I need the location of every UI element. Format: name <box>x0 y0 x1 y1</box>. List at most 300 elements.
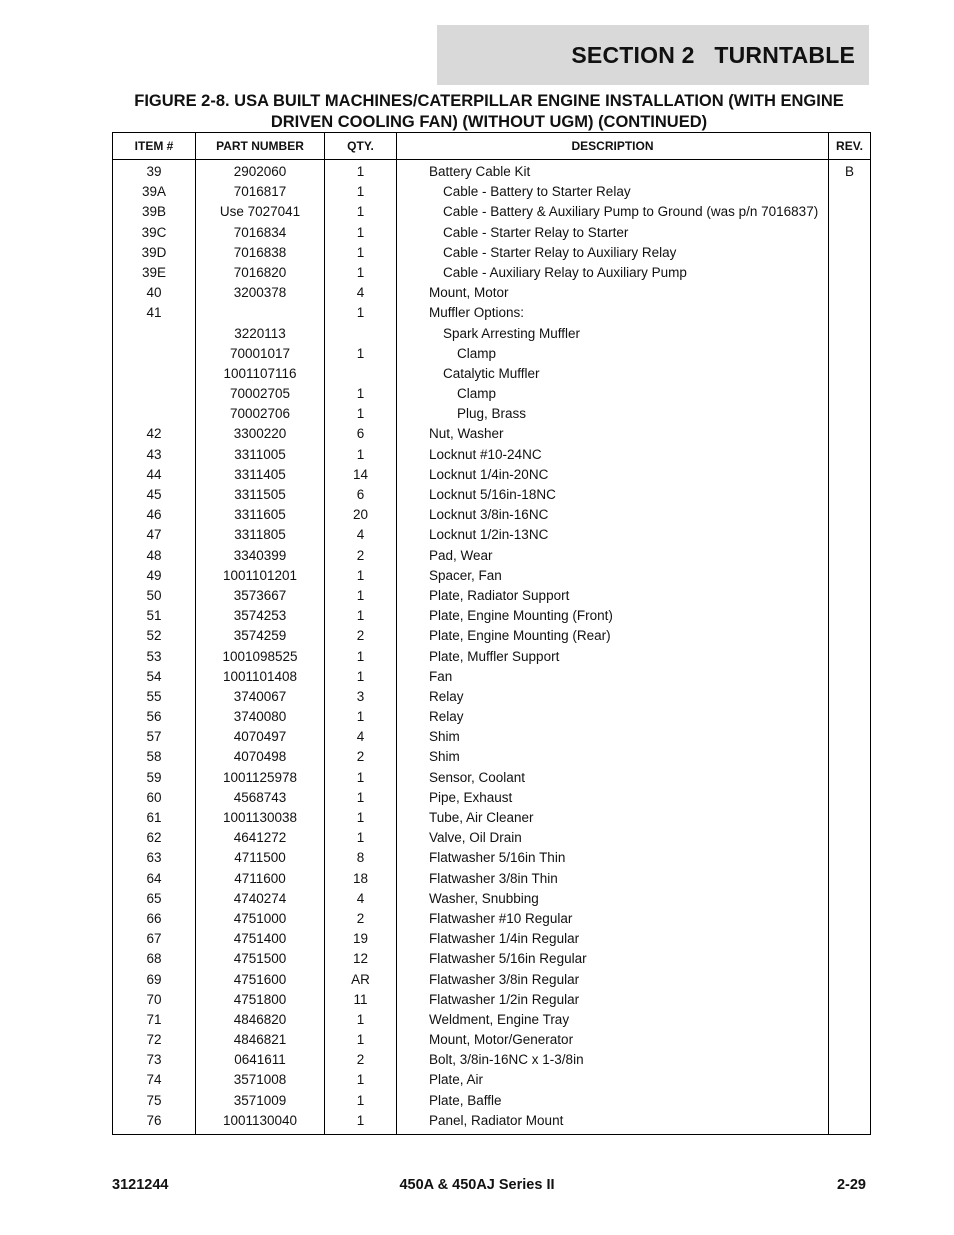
table-row <box>113 284 871 304</box>
cell-revision <box>829 547 871 567</box>
cell-description: Plate, Air <box>397 1071 829 1091</box>
table-row <box>113 203 871 223</box>
cell-description: Battery Cable Kit <box>397 160 829 184</box>
cell-description: Locknut 1/2in-13NC <box>397 526 829 546</box>
table-row <box>113 890 871 910</box>
table-row <box>113 748 871 768</box>
cell-quantity: 1 <box>325 244 397 264</box>
cell-description: Clamp <box>397 385 829 405</box>
cell-description: Shim <box>397 748 829 768</box>
cell-quantity: 14 <box>325 466 397 486</box>
table-row <box>113 567 871 587</box>
cell-revision <box>829 607 871 627</box>
table-row <box>113 506 871 526</box>
table-row <box>113 627 871 647</box>
cell-quantity: 1 <box>325 183 397 203</box>
cell-revision <box>829 183 871 203</box>
cell-revision <box>829 567 871 587</box>
table-row <box>113 1031 871 1051</box>
figure-title <box>100 91 878 133</box>
cell-quantity: 1 <box>325 607 397 627</box>
cell-description: Cable - Auxiliary Relay to Auxiliary Pump <box>397 264 829 284</box>
cell-revision <box>829 506 871 526</box>
table-row <box>113 1112 871 1135</box>
cell-description: Spacer, Fan <box>397 567 829 587</box>
cell-description: Relay <box>397 688 829 708</box>
cell-part-number: 3740067 <box>196 688 325 708</box>
cell-quantity: 1 <box>325 446 397 466</box>
cell-part-number: 4711500 <box>196 849 325 869</box>
cell-description: Flatwasher 5/16in Regular <box>397 950 829 970</box>
cell-part-number: 3740080 <box>196 708 325 728</box>
cell-revision <box>829 587 871 607</box>
cell-part-number: 1001130040 <box>196 1112 325 1135</box>
cell-revision <box>829 849 871 869</box>
cell-item-number: 70 <box>113 991 196 1011</box>
cell-part-number: Use 7027041 <box>196 203 325 223</box>
cell-description: Fan <box>397 668 829 688</box>
table-row <box>113 526 871 546</box>
cell-quantity: 1 <box>325 385 397 405</box>
cell-part-number: 3300220 <box>196 425 325 445</box>
table-row <box>113 264 871 284</box>
table-row <box>113 1011 871 1031</box>
cell-quantity: 12 <box>325 950 397 970</box>
cell-description: Cable - Starter Relay to Auxiliary Relay <box>397 244 829 264</box>
table-row <box>113 789 871 809</box>
cell-revision <box>829 405 871 425</box>
cell-item-number: 60 <box>113 789 196 809</box>
table-row <box>113 1051 871 1071</box>
cell-item-number: 76 <box>113 1112 196 1135</box>
cell-description: Locknut 5/16in-18NC <box>397 486 829 506</box>
cell-quantity: 1 <box>325 829 397 849</box>
table-row <box>113 829 871 849</box>
cell-description: Muffler Options: <box>397 304 829 324</box>
table-row <box>113 870 871 890</box>
figure-title-line-2: DRIVEN COOLING FAN) (WITHOUT UGM) (CONTINUED) <box>270 113 708 131</box>
table-row <box>113 930 871 950</box>
cell-quantity: 1 <box>325 264 397 284</box>
cell-part-number: 3574259 <box>196 627 325 647</box>
cell-revision <box>829 950 871 970</box>
cell-part-number: 7016838 <box>196 244 325 264</box>
table-row <box>113 160 871 184</box>
cell-item-number <box>113 385 196 405</box>
table-row <box>113 244 871 264</box>
cell-part-number: 70002705 <box>196 385 325 405</box>
cell-part-number: 0641611 <box>196 1051 325 1071</box>
cell-part-number: 3574253 <box>196 607 325 627</box>
cell-item-number: 56 <box>113 708 196 728</box>
cell-description: Nut, Washer <box>397 425 829 445</box>
column-header-item: ITEM # <box>113 133 196 160</box>
cell-description: Cable - Battery & Auxiliary Pump to Ground (was p/n 7016837) <box>397 203 829 223</box>
cell-part-number: 1001098525 <box>196 648 325 668</box>
cell-part-number: 3311505 <box>196 486 325 506</box>
cell-item-number <box>113 365 196 385</box>
cell-description: Plate, Radiator Support <box>397 587 829 607</box>
cell-item-number: 51 <box>113 607 196 627</box>
cell-item-number: 64 <box>113 870 196 890</box>
cell-description: Locknut 1/4in-20NC <box>397 466 829 486</box>
cell-revision <box>829 466 871 486</box>
cell-revision: B <box>829 160 871 184</box>
cell-description: Pad, Wear <box>397 547 829 567</box>
cell-part-number: 3220113 <box>196 325 325 345</box>
cell-item-number: 72 <box>113 1031 196 1051</box>
cell-description: Plate, Muffler Support <box>397 648 829 668</box>
cell-item-number: 66 <box>113 910 196 930</box>
column-header-description: DESCRIPTION <box>397 133 829 160</box>
cell-part-number: 4751500 <box>196 950 325 970</box>
cell-quantity <box>325 365 397 385</box>
cell-part-number: 70001017 <box>196 345 325 365</box>
cell-quantity: 6 <box>325 425 397 445</box>
cell-part-number: 4751400 <box>196 930 325 950</box>
cell-revision <box>829 365 871 385</box>
footer-doc-number: 3121244 <box>112 1177 169 1193</box>
column-header-rev: REV. <box>829 133 871 160</box>
cell-description: Spark Arresting Muffler <box>397 325 829 345</box>
cell-revision <box>829 304 871 324</box>
cell-description: Weldment, Engine Tray <box>397 1011 829 1031</box>
cell-description: Plate, Engine Mounting (Rear) <box>397 627 829 647</box>
cell-description: Cable - Starter Relay to Starter <box>397 224 829 244</box>
cell-description: Flatwasher 1/2in Regular <box>397 991 829 1011</box>
cell-part-number: 4846820 <box>196 1011 325 1031</box>
cell-revision <box>829 203 871 223</box>
cell-part-number: 4740274 <box>196 890 325 910</box>
cell-revision <box>829 688 871 708</box>
cell-item-number: 49 <box>113 567 196 587</box>
cell-description: Valve, Oil Drain <box>397 829 829 849</box>
table-row <box>113 466 871 486</box>
cell-revision <box>829 870 871 890</box>
cell-quantity: 1 <box>325 708 397 728</box>
cell-part-number: 3311005 <box>196 446 325 466</box>
cell-item-number: 73 <box>113 1051 196 1071</box>
cell-part-number: 1001130038 <box>196 809 325 829</box>
table-row <box>113 910 871 930</box>
cell-revision <box>829 1112 871 1135</box>
cell-part-number: 4568743 <box>196 789 325 809</box>
cell-item-number: 53 <box>113 648 196 668</box>
cell-part-number: 4070497 <box>196 728 325 748</box>
table-row <box>113 183 871 203</box>
cell-revision <box>829 809 871 829</box>
table-row <box>113 809 871 829</box>
table-row <box>113 446 871 466</box>
cell-item-number: 62 <box>113 829 196 849</box>
cell-item-number <box>113 325 196 345</box>
table-row <box>113 648 871 668</box>
cell-part-number: 1001101408 <box>196 668 325 688</box>
cell-part-number: 3200378 <box>196 284 325 304</box>
cell-item-number: 59 <box>113 769 196 789</box>
cell-quantity: 1 <box>325 1031 397 1051</box>
parts-table-body <box>113 160 871 1135</box>
cell-part-number: 4751600 <box>196 971 325 991</box>
cell-revision <box>829 991 871 1011</box>
column-header-qty: QTY. <box>325 133 397 160</box>
table-row <box>113 728 871 748</box>
cell-revision <box>829 708 871 728</box>
table-row <box>113 607 871 627</box>
figure-title-line-1: FIGURE 2-8. USA BUILT MACHINES/CATERPILLAR ENGINE INSTALLATION (WITH ENGINE <box>134 92 844 110</box>
footer-page-number: 2-29 <box>836 1177 866 1193</box>
cell-revision <box>829 385 871 405</box>
cell-description: Plate, Baffle <box>397 1092 829 1112</box>
cell-part-number: 1001107116 <box>196 365 325 385</box>
cell-revision <box>829 668 871 688</box>
cell-revision <box>829 526 871 546</box>
table-row <box>113 547 871 567</box>
cell-part-number: 3571009 <box>196 1092 325 1112</box>
cell-quantity: 1 <box>325 1092 397 1112</box>
table-row <box>113 950 871 970</box>
cell-item-number: 39D <box>113 244 196 264</box>
cell-revision <box>829 264 871 284</box>
cell-description: Tube, Air Cleaner <box>397 809 829 829</box>
cell-quantity: 1 <box>325 1071 397 1091</box>
table-row <box>113 1071 871 1091</box>
cell-quantity: 4 <box>325 890 397 910</box>
cell-revision <box>829 224 871 244</box>
table-row <box>113 668 871 688</box>
cell-revision <box>829 829 871 849</box>
cell-item-number: 57 <box>113 728 196 748</box>
cell-quantity: 4 <box>325 526 397 546</box>
cell-quantity: 4 <box>325 284 397 304</box>
table-row <box>113 769 871 789</box>
cell-description: Washer, Snubbing <box>397 890 829 910</box>
table-row <box>113 587 871 607</box>
cell-item-number: 74 <box>113 1071 196 1091</box>
cell-item-number: 40 <box>113 284 196 304</box>
cell-part-number: 3573667 <box>196 587 325 607</box>
cell-revision <box>829 325 871 345</box>
cell-revision <box>829 1051 871 1071</box>
cell-part-number: 4846821 <box>196 1031 325 1051</box>
table-row <box>113 385 871 405</box>
cell-revision <box>829 1031 871 1051</box>
cell-description: Flatwasher 3/8in Regular <box>397 971 829 991</box>
cell-part-number: 3311405 <box>196 466 325 486</box>
cell-quantity: 2 <box>325 910 397 930</box>
cell-revision <box>829 769 871 789</box>
table-row <box>113 486 871 506</box>
cell-quantity: 1 <box>325 809 397 829</box>
cell-item-number: 44 <box>113 466 196 486</box>
column-header-part-number: PART NUMBER <box>196 133 325 160</box>
cell-part-number: 4751000 <box>196 910 325 930</box>
cell-item-number: 39B <box>113 203 196 223</box>
cell-description: Pipe, Exhaust <box>397 789 829 809</box>
section-title: SECTION 2 TURNTABLE <box>571 42 855 68</box>
table-row <box>113 708 871 728</box>
cell-item-number: 71 <box>113 1011 196 1031</box>
cell-item-number <box>113 405 196 425</box>
cell-item-number: 54 <box>113 668 196 688</box>
cell-description: Plate, Engine Mounting (Front) <box>397 607 829 627</box>
cell-revision <box>829 1071 871 1091</box>
cell-revision <box>829 446 871 466</box>
cell-quantity: 1 <box>325 345 397 365</box>
cell-quantity: 1 <box>325 160 397 184</box>
table-row <box>113 425 871 445</box>
cell-quantity: 1 <box>325 1011 397 1031</box>
cell-item-number: 39A <box>113 183 196 203</box>
cell-quantity: 1 <box>325 789 397 809</box>
cell-quantity: 1 <box>325 587 397 607</box>
cell-item-number: 75 <box>113 1092 196 1112</box>
table-row <box>113 405 871 425</box>
cell-part-number: 3311805 <box>196 526 325 546</box>
cell-quantity: AR <box>325 971 397 991</box>
cell-revision <box>829 648 871 668</box>
cell-description: Locknut #10-24NC <box>397 446 829 466</box>
cell-item-number: 61 <box>113 809 196 829</box>
cell-quantity: 2 <box>325 1051 397 1071</box>
cell-item-number: 58 <box>113 748 196 768</box>
cell-part-number: 4641272 <box>196 829 325 849</box>
cell-part-number: 2902060 <box>196 160 325 184</box>
cell-part-number: 3311605 <box>196 506 325 526</box>
cell-quantity: 1 <box>325 567 397 587</box>
cell-quantity: 6 <box>325 486 397 506</box>
table-row <box>113 971 871 991</box>
parts-table <box>112 132 871 1135</box>
cell-item-number: 43 <box>113 446 196 466</box>
cell-item-number: 50 <box>113 587 196 607</box>
cell-item-number: 55 <box>113 688 196 708</box>
cell-description: Cable - Battery to Starter Relay <box>397 183 829 203</box>
cell-item-number: 42 <box>113 425 196 445</box>
cell-description: Sensor, Coolant <box>397 769 829 789</box>
cell-item-number <box>113 345 196 365</box>
cell-quantity: 8 <box>325 849 397 869</box>
cell-part-number: 4711600 <box>196 870 325 890</box>
cell-part-number: 7016820 <box>196 264 325 284</box>
cell-revision <box>829 1092 871 1112</box>
cell-description: Mount, Motor/Generator <box>397 1031 829 1051</box>
cell-part-number: 70002706 <box>196 405 325 425</box>
cell-item-number: 46 <box>113 506 196 526</box>
cell-revision <box>829 486 871 506</box>
cell-item-number: 63 <box>113 849 196 869</box>
cell-item-number: 47 <box>113 526 196 546</box>
cell-revision <box>829 1011 871 1031</box>
cell-item-number: 41 <box>113 304 196 324</box>
cell-revision <box>829 284 871 304</box>
cell-quantity: 1 <box>325 304 397 324</box>
cell-revision <box>829 930 871 950</box>
cell-item-number: 65 <box>113 890 196 910</box>
cell-quantity <box>325 325 397 345</box>
cell-part-number: 1001125978 <box>196 769 325 789</box>
cell-description: Flatwasher 3/8in Thin <box>397 870 829 890</box>
cell-quantity: 18 <box>325 870 397 890</box>
cell-description: Relay <box>397 708 829 728</box>
cell-quantity: 2 <box>325 547 397 567</box>
table-row <box>113 304 871 324</box>
cell-description: Clamp <box>397 345 829 365</box>
cell-revision <box>829 910 871 930</box>
cell-part-number: 3340399 <box>196 547 325 567</box>
cell-quantity: 1 <box>325 769 397 789</box>
cell-quantity: 1 <box>325 405 397 425</box>
cell-description: Locknut 3/8in-16NC <box>397 506 829 526</box>
cell-description: Shim <box>397 728 829 748</box>
cell-description: Flatwasher 5/16in Thin <box>397 849 829 869</box>
table-row <box>113 224 871 244</box>
cell-item-number: 39C <box>113 224 196 244</box>
cell-quantity: 1 <box>325 224 397 244</box>
cell-item-number: 39 <box>113 160 196 184</box>
cell-quantity: 1 <box>325 1112 397 1135</box>
cell-part-number: 7016817 <box>196 183 325 203</box>
table-row <box>113 688 871 708</box>
cell-revision <box>829 627 871 647</box>
table-row <box>113 365 871 385</box>
cell-quantity: 1 <box>325 203 397 223</box>
cell-description: Mount, Motor <box>397 284 829 304</box>
cell-revision <box>829 425 871 445</box>
table-row <box>113 325 871 345</box>
cell-description: Catalytic Muffler <box>397 365 829 385</box>
section-banner <box>437 25 869 85</box>
cell-quantity: 2 <box>325 627 397 647</box>
cell-revision <box>829 728 871 748</box>
cell-quantity: 1 <box>325 668 397 688</box>
cell-item-number: 67 <box>113 930 196 950</box>
cell-quantity: 4 <box>325 728 397 748</box>
cell-item-number: 68 <box>113 950 196 970</box>
table-row <box>113 345 871 365</box>
cell-description: Panel, Radiator Mount <box>397 1112 829 1135</box>
cell-quantity: 2 <box>325 748 397 768</box>
cell-part-number: 7016834 <box>196 224 325 244</box>
cell-revision <box>829 971 871 991</box>
cell-description: Plug, Brass <box>397 405 829 425</box>
footer-model: 450A & 450AJ Series II <box>399 1177 555 1193</box>
cell-item-number: 39E <box>113 264 196 284</box>
cell-description: Flatwasher #10 Regular <box>397 910 829 930</box>
cell-quantity: 3 <box>325 688 397 708</box>
cell-item-number: 69 <box>113 971 196 991</box>
cell-part-number: 3571008 <box>196 1071 325 1091</box>
cell-quantity: 1 <box>325 648 397 668</box>
cell-part-number: 1001101201 <box>196 567 325 587</box>
cell-quantity: 11 <box>325 991 397 1011</box>
cell-part-number: 4070498 <box>196 748 325 768</box>
cell-revision <box>829 345 871 365</box>
cell-quantity: 20 <box>325 506 397 526</box>
cell-part-number: 4751800 <box>196 991 325 1011</box>
cell-revision <box>829 890 871 910</box>
cell-description: Flatwasher 1/4in Regular <box>397 930 829 950</box>
cell-item-number: 45 <box>113 486 196 506</box>
cell-revision <box>829 244 871 264</box>
cell-item-number: 48 <box>113 547 196 567</box>
cell-quantity: 19 <box>325 930 397 950</box>
cell-item-number: 52 <box>113 627 196 647</box>
cell-revision <box>829 789 871 809</box>
cell-revision <box>829 748 871 768</box>
cell-part-number <box>196 304 325 324</box>
table-row <box>113 991 871 1011</box>
